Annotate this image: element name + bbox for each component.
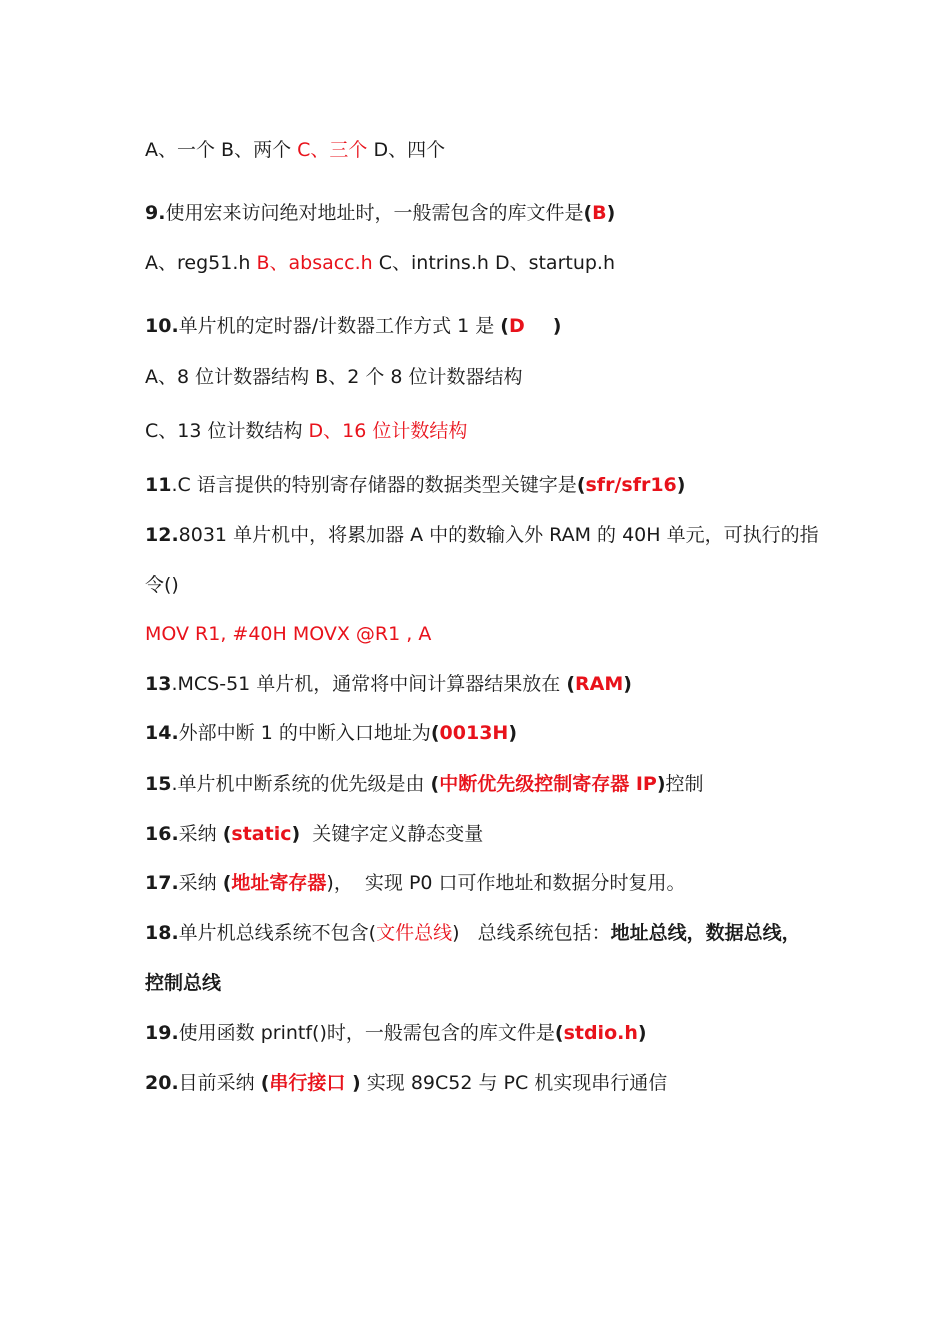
question-18: 18.单片机总线系统不包含(文件总线) 总线系统包括：地址总线，数据总线， — [145, 922, 801, 944]
question-12-cont: 令() — [145, 574, 179, 596]
question-15: 15.单片机中断系统的优先级是由 (中断优先级控制寄存器 IP)控制 — [145, 773, 704, 795]
q11-answer: sfr/sfr16 — [585, 474, 677, 496]
q9-option-answer: B、absacc.h — [256, 252, 373, 274]
question-9: 9.使用宏来访问绝对地址时，一般需包含的库文件是(B) — [145, 202, 616, 224]
q17-answer: 地址寄存器 — [231, 872, 327, 894]
question-16: 16.采纳 (static) 关键字定义静态变量 — [145, 823, 484, 845]
q9-answer: B — [592, 202, 607, 224]
q20-answer: 串行接口 — [269, 1072, 346, 1094]
question-11: 11.C 语言提供的特别寄存储器的数据类型关键字是(sfr/sfr16) — [145, 474, 686, 496]
q10-answer: D — [508, 315, 525, 337]
question-18-cont: 控制总线 — [145, 972, 222, 994]
question-10: 10.单片机的定时器/计数器工作方式 1 是 (D ) — [145, 315, 562, 337]
q14-answer: 0013H — [439, 722, 509, 744]
question-12: 12.8031 单片机中，将累加器 A 中的数输入外 RAM 的 40H 单元，可执行的指 — [145, 524, 819, 546]
question-19: 19.使用函数 printf()时，一般需包含的库文件是(stdio.h) — [145, 1022, 647, 1044]
question-20: 20.目前采纳 (串行接口 ) 实现 89C52 与 PC 机实现串行通信 — [145, 1072, 668, 1094]
question-13: 13.MCS-51 单片机，通常将中间计算器结果放在 (RAM) — [145, 673, 632, 695]
q16-answer: static — [231, 823, 292, 845]
q9-options: A、reg51.h B、absacc.h C、intrins.h D、startup.h — [145, 252, 616, 274]
q15-answer: 中断优先级控制寄存器 IP — [439, 773, 657, 795]
q10-options-row1: A、8 位计数器结构 B、2 个 8 位计数器结构 — [145, 366, 523, 388]
q13-answer: RAM — [575, 673, 624, 695]
q12-answer: MOV R1, #40H MOVX @R1 , A — [145, 623, 432, 645]
q18-answer: 文件总线 — [376, 922, 453, 944]
q19-answer: stdio.h — [563, 1022, 638, 1044]
q8-options: A、一个 B、两个 C、三个 D、四个 — [145, 139, 446, 161]
q10-options-row2: C、13 位计数结构 D、16 位计数结构 — [145, 420, 468, 442]
q8-answer: C、三个 — [297, 139, 368, 161]
q10-option-answer: D、16 位计数结构 — [308, 420, 468, 442]
question-17: 17.采纳 (地址寄存器)， 实现 P0 口可作地址和数据分时复用。 — [145, 872, 686, 894]
question-14: 14.外部中断 1 的中断入口地址为(0013H) — [145, 722, 518, 744]
